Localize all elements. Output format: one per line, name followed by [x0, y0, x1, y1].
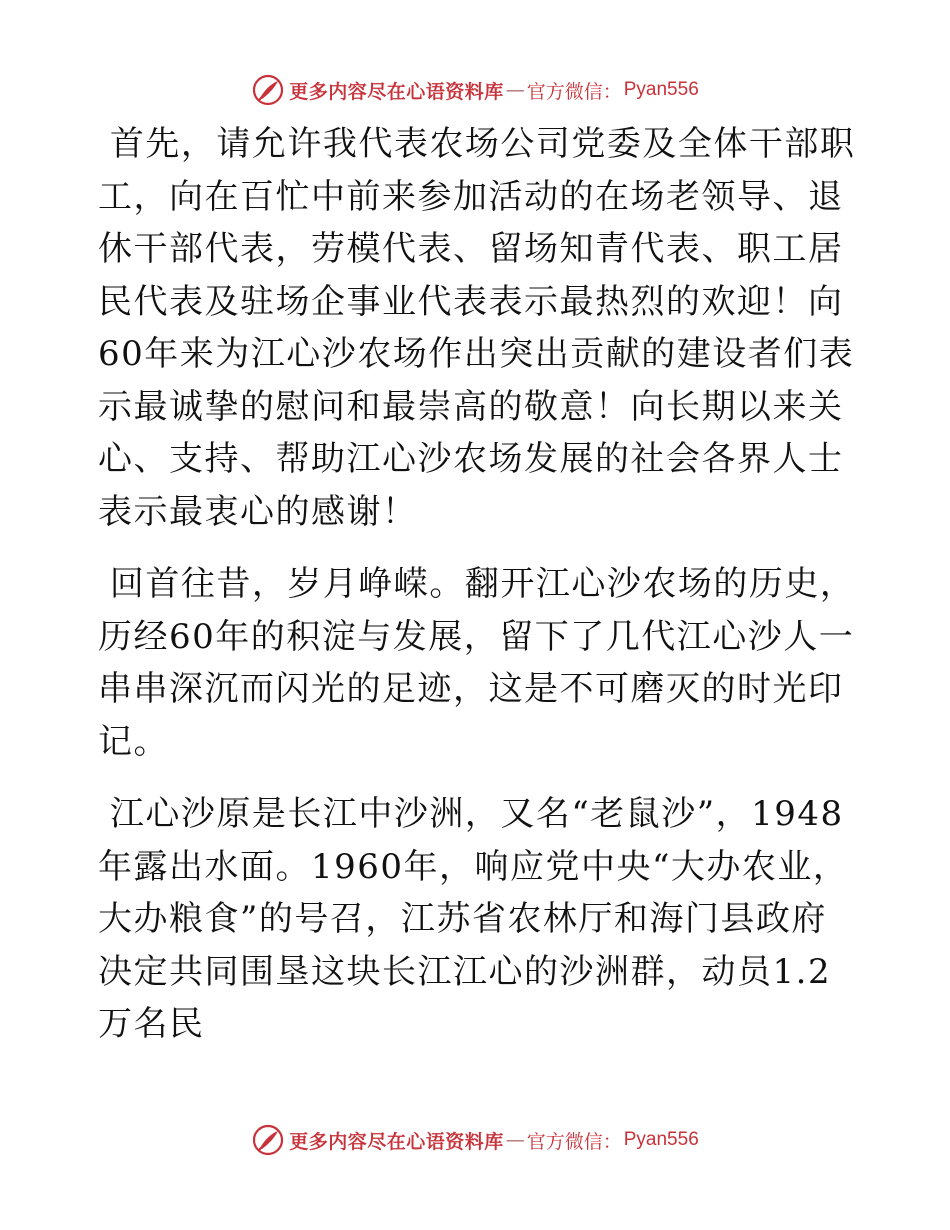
watermark-separator: — [505, 1129, 525, 1151]
document-body [98, 118, 858, 1071]
header-watermark [0, 70, 950, 110]
watermark-main-text: 更多内容尽在心语资料库 [289, 1130, 504, 1153]
watermark-wechat-id: Pyan556 [623, 79, 699, 100]
paragraph: 回首往昔，岁月峥嵘。翻开江心沙农场的历史，历经60年的积淀与发展，留下了几代江心沙人一串串深沉而闪光的足迹，这是不可磨灭的时光印记。 [98, 564, 856, 762]
footer-watermark [0, 1120, 950, 1160]
watermark-wechat-id: Pyan556 [623, 1129, 699, 1150]
feather-pen-logo-icon [251, 1123, 285, 1157]
feather-pen-logo-icon [251, 73, 285, 107]
watermark-main-text: 更多内容尽在心语资料库 [289, 80, 504, 103]
watermark-wechat-label: 官方微信： [526, 1130, 622, 1153]
paragraph: 首先，请允许我代表农场公司党委及全体干部职工，向在百忙中前来参加活动的在场老领导、退休干部代表，劳模代表、留场知青代表、职工居民代表及驻场企事业代表表示最热烈的欢迎！向60年来为江心沙农场作出突出贡献的建设者们表示最诚挚的慰问和最崇高的敬意！向长期以来关心、支持、帮助江心沙农场发展的社会各界人士表示最衷心的感谢！ [98, 124, 856, 532]
watermark-separator: — [505, 79, 525, 101]
paragraph: 江心沙原是长江中沙洲，又名“老鼠沙”，1948年露出水面。1960年，响应党中央“大办农业，大办粮食”的号召，江苏省农林厅和海门县政府决定共同围垦这块长江江心的沙洲群，动员1.2万名民 [98, 794, 849, 1044]
watermark-wechat-label: 官方微信： [526, 80, 622, 103]
